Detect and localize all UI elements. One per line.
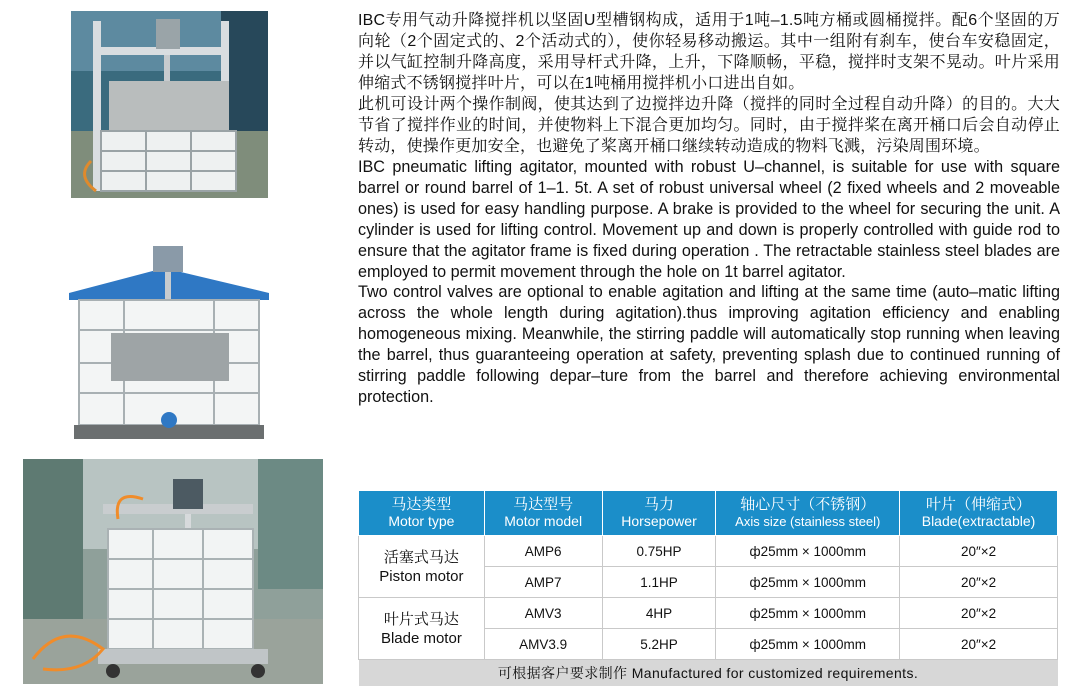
header-motor-model-en: Motor model [504,513,583,529]
motor-model-cell: AMP6 [484,536,602,567]
motor-model-cell: AMV3 [484,598,602,629]
photo-mobile-image [23,459,323,684]
horsepower-cell: 5.2HP [602,629,716,660]
motor-type-zh: 叶片式马达 [383,610,459,628]
description-en-paragraph-1: IBC pneumatic lifting agitator, mounted with robust U–channel, is suitable for use with square barrel or round barrel of 1–1. 5t. A set of robust universal wheel (2 fixed wheels and 2 moveable ones) is used for easy handling purpose. A brake is provided to the wheel for securing the unit. A cylinder is used for lifting control. Movement up and down is properly controlled with guide rod to ensure that the agitator frame is fixed during operation . The retractable stainless steel blades are employed to permit movement through the hole on 1t barrel agitator. [358,158,1060,281]
horsepower-cell: 4HP [602,598,716,629]
header-axis-size-zh: 轴心尺寸（不锈钢） [740,496,876,513]
header-horsepower-zh: 马力 [644,496,675,513]
product-photo-mobile [23,459,323,684]
header-blade-en: Blade(extractable) [921,513,1036,529]
motor-type-zh: 活塞式马达 [383,548,459,566]
description-zh-paragraph-2: 此机可设计两个操作制阀，使其达到了边搅拌边升降（搅拌的同时全过程自动升降）的目的。大大节省了搅拌作业的时间，并使物料上下混合更加均匀。同时，由于搅拌桨在离开桶口后会自动停止转动，使操作更加安全，也避免了桨离开桶口继续转动造成的物料飞溅，污染周围环境。 [358,96,1060,155]
axis-size-cell: ф25mm × 1000mm [716,629,900,660]
header-axis-size [716,491,900,536]
header-motor-type [359,491,485,536]
header-axis-size-en: Axis size (stainless steel) [735,514,881,529]
table-row [359,598,1058,629]
description-en-paragraph-2: Two control valves are optional to enable agitation and lifting at the same time (auto–matic lifting across the whole length during agitation).thus improving agitation efficiency and enabling homogeneous mixing. Meanwhile, the stirring paddle will automatically stop running when leaving the barrel, thus guaranteeing operation at safety, preventing splash due to continued running of stirring paddle following depar–ture from the barrel and therefore achieving environmental protection. [358,283,1060,406]
motor-model-cell: AMP7 [484,567,602,598]
header-motor-type-en: Motor type [388,513,455,529]
table-row [359,536,1058,567]
header-blade [900,491,1058,536]
blade-cell: 20″×2 [900,598,1058,629]
photo-workshop-image [71,11,268,198]
motor-type-cell-blade [359,598,485,660]
axis-size-cell: ф25mm × 1000mm [716,536,900,567]
customization-note: 可根据客户要求制作 Manufactured for customized requirements. [359,660,1058,687]
description-zh-paragraph-1: IBC专用气动升降搅拌机以坚固U型槽钢构成，适用于1吨–1.5吨方桶或圆桶搅拌。配6个坚固的万向轮（2个固定式的、2个活动式的），使你轻易移动搬运。其中一组附有刹车，使台车安稳固定，并以气缸控制升降高度，采用导杆式升降，上升，下降顺畅，平稳，搅拌时支架不晃动。叶片采用伸缩式不锈钢搅拌叶片，可以在1吨桶用搅拌机小口进出自如。 [358,12,1060,92]
table-footer-row [359,660,1058,687]
blade-cell: 20″×2 [900,629,1058,660]
header-blade-zh: 叶片（伸缩式） [926,496,1032,513]
description-block [358,10,1060,408]
header-horsepower [602,491,716,536]
horsepower-cell: 0.75HP [602,536,716,567]
motor-type-en: Piston motor [379,567,464,585]
header-motor-model-zh: 马达型号 [513,496,574,513]
photo-ibc-image [69,238,269,443]
motor-type-en: Blade motor [380,629,462,647]
spec-table [358,490,1058,686]
axis-size-cell: ф25mm × 1000mm [716,567,900,598]
axis-size-cell: ф25mm × 1000mm [716,598,900,629]
product-photo-workshop [71,11,268,198]
horsepower-cell: 1.1HP [602,567,716,598]
header-motor-type-zh: 马达类型 [391,496,452,513]
header-horsepower-en: Horsepower [621,513,697,529]
product-photo-ibc [69,238,269,443]
blade-cell: 20″×2 [900,567,1058,598]
motor-model-cell: AMV3.9 [484,629,602,660]
blade-cell: 20″×2 [900,536,1058,567]
motor-type-cell-piston [359,536,485,598]
header-motor-model [484,491,602,536]
spec-table-header-row [359,491,1058,536]
